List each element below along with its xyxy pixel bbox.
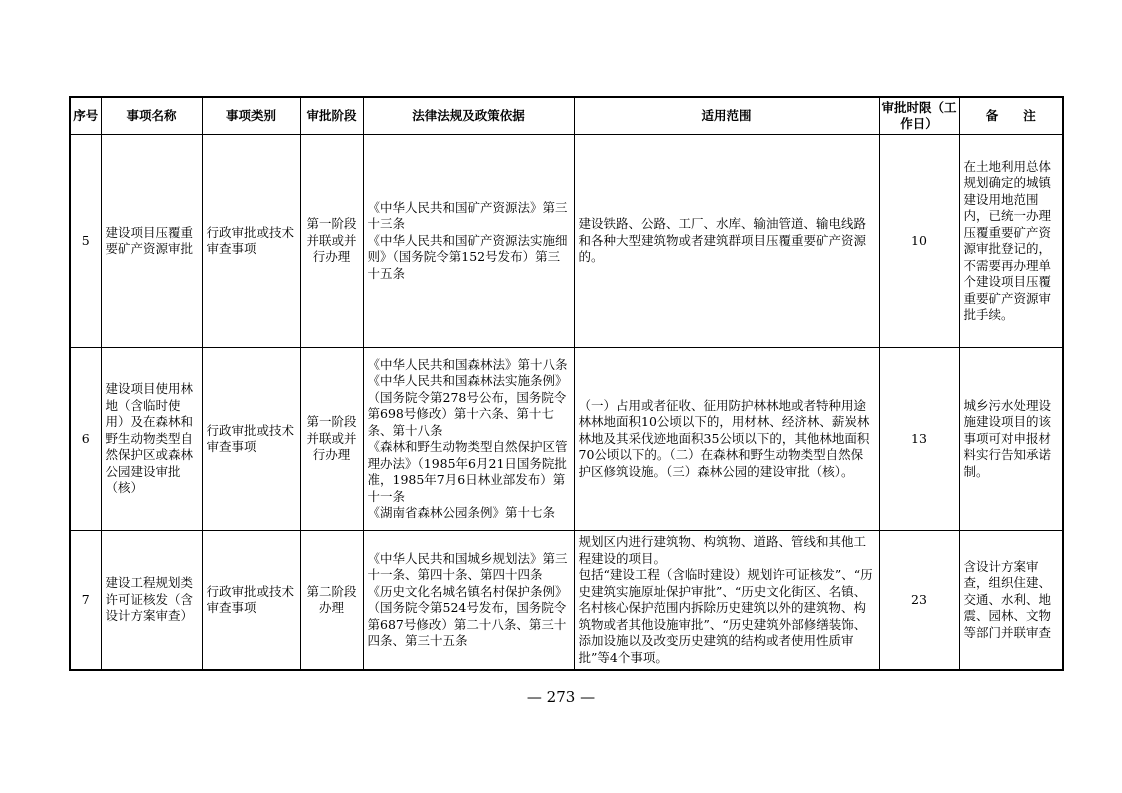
header-scope: 适用范围 xyxy=(574,97,879,135)
table-row xyxy=(70,348,1063,531)
cell-time-limit: 10 xyxy=(879,135,959,348)
table-header-row xyxy=(70,97,1063,135)
header-stage: 审批阶段 xyxy=(300,97,363,135)
cell-basis xyxy=(363,531,574,671)
cell-name: 建设项目压覆重要矿产资源审批 xyxy=(101,135,202,348)
scope-line: 包括“建设工程（含临时建设）规划许可证核发”、“历史建筑实施原址保护审批”、“历史文化街区、名镇、名村核心保护范围内拆除历史建筑以外的建筑物、构筑物或者其他设施审批”、“历史建筑外部修缮装饰、添加设施以及改变历史建筑的结构或者使用性质审批”等4个事项。 xyxy=(578,567,873,665)
scope-line: 规划区内进行建筑物、构筑物、道路、管线和其他工程建设的项目。 xyxy=(578,534,867,566)
cell-remark: 含设计方案审查，组织住建、交通、水利、地震、园林、文物等部门并联审查 xyxy=(959,531,1063,671)
cell-category: 行政审批或技术审查事项 xyxy=(202,531,300,671)
cell-name: 建设工程规划类许可证核发（含设计方案审查） xyxy=(101,531,202,671)
basis-line: 《中华人民共和国矿产资源法实施细则》（国务院令第152号发布）第三十五条 xyxy=(367,232,568,281)
basis-line: 《中华人民共和国森林法》第十八条 xyxy=(367,356,568,372)
cell-remark: 在土地利用总体规划确定的城镇建设用地范围内，已统一办理压覆重要矿产资源审批登记的，不需要再办理单个建设项目压覆重要矿产资源审批手续。 xyxy=(959,135,1063,348)
cell-seq: 5 xyxy=(70,135,101,348)
basis-line: 《中华人民共和国城乡规划法》第三十一条、第四十条、第四十四条 xyxy=(367,550,568,582)
header-name: 事项名称 xyxy=(101,97,202,135)
cell-seq: 7 xyxy=(70,531,101,671)
basis-line: 《湖南省森林公园条例》第十七条 xyxy=(367,505,556,520)
table-row xyxy=(70,531,1063,671)
cell-time-limit: 23 xyxy=(879,531,959,671)
cell-time-limit: 13 xyxy=(879,348,959,531)
basis-line: 《中华人民共和国矿产资源法》第三十三条 xyxy=(367,199,568,232)
cell-category: 行政审批或技术审查事项 xyxy=(202,135,300,348)
basis-line: 《森林和野生动物类型自然保护区管理办法》（1985年6月21日国务院批准，1985年7月6日林业部发布）第十一条 xyxy=(367,439,568,504)
cell-scope xyxy=(574,531,879,671)
header-basis: 法律法规及政策依据 xyxy=(363,97,574,135)
header-time-limit: 审批时限（工作日） xyxy=(879,97,959,135)
header-seq: 序号 xyxy=(70,97,101,135)
cell-stage: 第一阶段并联或并行办理 xyxy=(300,348,363,531)
basis-line: 《历史文化名城名镇名村保护条例》（国务院令第524号发布，国务院令第687号修改）第二十八条、第三十四条、第三十五条 xyxy=(367,583,568,648)
cell-scope: （一）占用或者征收、征用防护林林地或者特种用途林林地面积10公顷以下的，用材林、经济林、薪炭林林地及其采伐迹地面积35公顷以下的，其他林地面积70公顷以下的。（二）在森林和野生动物类型自然保护区修筑设施。（三）森林公园的建设审批（核）。 xyxy=(574,348,879,531)
cell-stage: 第一阶段并联或并行办理 xyxy=(300,135,363,348)
table-row xyxy=(70,135,1063,348)
cell-basis xyxy=(363,135,574,348)
header-remark: 备 注 xyxy=(959,97,1063,135)
cell-stage: 第二阶段办理 xyxy=(300,531,363,671)
cell-basis xyxy=(363,348,574,531)
approval-items-table xyxy=(69,96,1064,671)
cell-name: 建设项目使用林地（含临时使用）及在森林和野生动物类型自然保护区或森林公园建设审批（核） xyxy=(101,348,202,531)
basis-line: 《中华人民共和国森林法实施条例》（国务院令第278号公布，国务院令第698号修改）第十六条、第十七条、第十八条 xyxy=(367,373,568,438)
cell-seq: 6 xyxy=(70,348,101,531)
header-category: 事项类别 xyxy=(202,97,300,135)
cell-category: 行政审批或技术审查事项 xyxy=(202,348,300,531)
cell-remark: 城乡污水处理设施建设项目的该事项可对申报材料实行告知承诺制。 xyxy=(959,348,1063,531)
cell-scope: 建设铁路、公路、工厂、水库、输油管道、输电线路和各种大型建筑物或者建筑群项目压覆重要矿产资源的。 xyxy=(574,135,879,348)
page-number: — 273 — xyxy=(526,688,596,706)
